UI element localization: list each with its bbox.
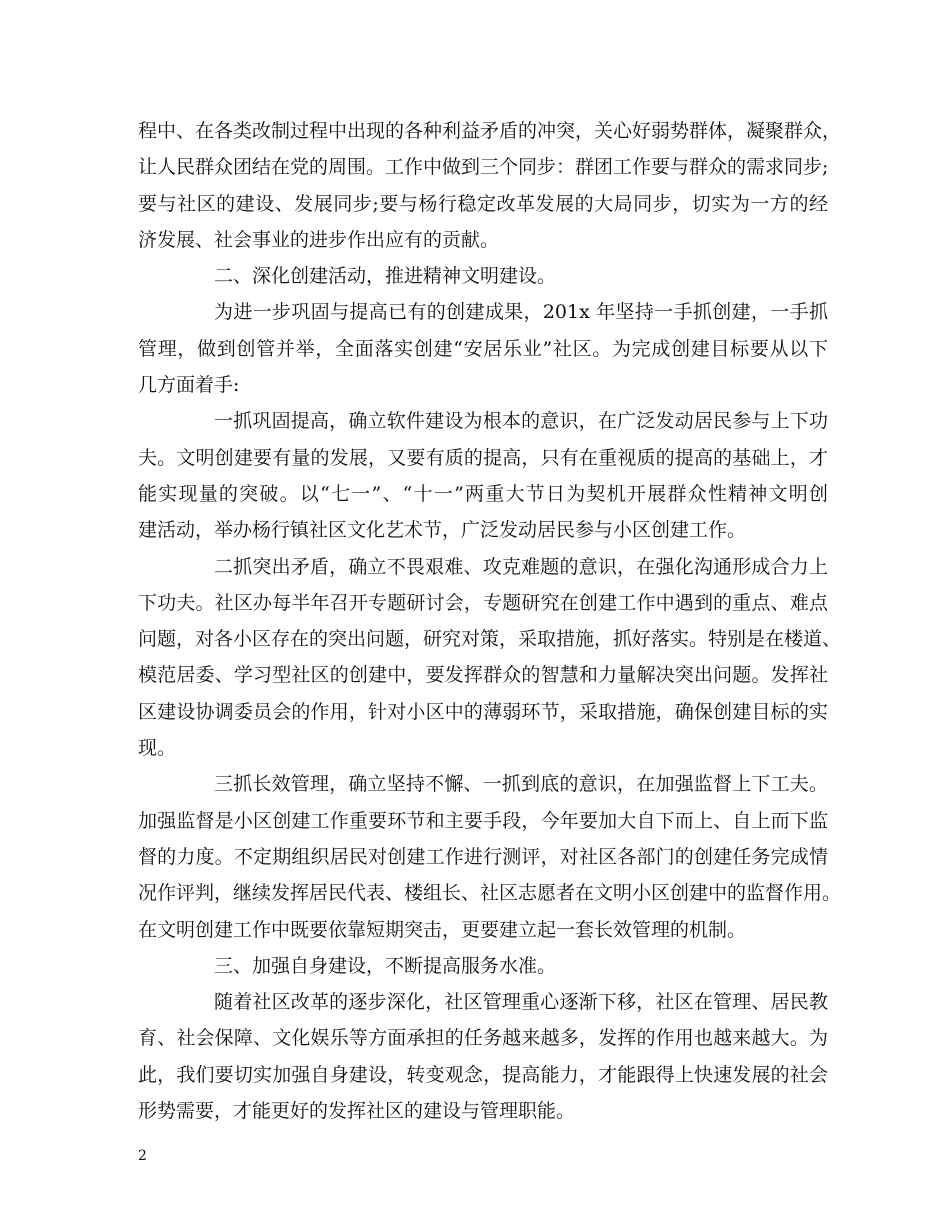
- text-line: 现。: [138, 737, 177, 760]
- text-line: 况作评判，继续发挥居民代表、楼组长、社区志愿者在文明小区创建中的监督作用。: [138, 882, 842, 905]
- text-line: 此，我们要切实加强自身建设，转变观念，提高能力，才能跟得上快速发展的社会: [138, 1063, 828, 1086]
- text-line: 督的力度。不定期组织居民对创建工作进行测评，对社区各部门的创建任务完成情: [138, 845, 828, 868]
- text-line: 为进一步巩固与提高已有的创建成果，201x 年坚持一手抓创建，一手抓: [214, 301, 828, 324]
- text-line: 随着社区改革的逐步深化，社区管理重心逐渐下移，社区在管理、居民教: [214, 991, 828, 1014]
- text-line: 三、加强自身建设，不断提高服务水准。: [214, 954, 557, 977]
- text-line: 加强监督是小区创建工作重要环节和主要手段，今年要加大自下而上、自上而下监: [138, 809, 828, 832]
- text-line: 夫。文明创建要有量的发展，又要有质的提高，只有在重视质的提高的基础上，才: [138, 446, 828, 469]
- page-number: 2: [138, 1148, 147, 1164]
- text-line: 程中、在各类改制过程中出现的各种利益矛盾的冲突，关心好弱势群体，凝聚群众，: [138, 120, 842, 142]
- text-line: 二抓突出矛盾，确立不畏艰难、攻克难题的意识，在强化沟通形成合力上: [214, 555, 828, 578]
- text-line: 一抓巩固提高，确立软件建设为根本的意识，在广泛发动居民参与上下功: [214, 410, 828, 433]
- text-line: 要与社区的建设、发展同步;要与杨行稳定改革发展的大局同步，切实为一方的经: [138, 192, 828, 215]
- text-line: 育、社会保障、文化娱乐等方面承担的任务越来越多，发挥的作用也越来越大。为: [138, 1027, 828, 1050]
- text-line: 三抓长效管理，确立坚持不懈、一抓到底的意识，在加强监督上下工夫。: [214, 773, 828, 796]
- text-line: 二、深化创建活动，推进精神文明建设。: [214, 265, 557, 288]
- text-line: 形势需要，才能更好的发挥社区的建设与管理职能。: [138, 1100, 576, 1123]
- text-line: 问题，对各小区存在的突出问题，研究对策，采取措施，抓好落实。特别是在楼道、: [138, 628, 842, 651]
- text-line: 济发展、社会事业的进步作出应有的贡献。: [138, 228, 500, 251]
- text-line: 管理，做到创管并举，全面落实创建“安居乐业”社区。为完成创建目标要从以下: [138, 337, 828, 360]
- text-line: 建活动，举办杨行镇社区文化艺术节，广泛发动居民参与小区创建工作。: [138, 519, 747, 542]
- text-line: 让人民群众团结在党的周围。工作中做到三个同步：群团工作要与群众的需求同步;: [138, 156, 829, 179]
- text-line: 能实现量的突破。以“七一”、“十一”两重大节日为契机开展群众性精神文明创: [138, 482, 828, 505]
- text-line: 几方面着手:: [138, 374, 240, 397]
- document-body: [138, 113, 842, 1129]
- text-line: 区建设协调委员会的作用，针对小区中的薄弱环节，采取措施，确保创建目标的实: [138, 700, 828, 723]
- text-line: 下功夫。社区办每半年召开专题研讨会，专题研究在创建工作中遇到的重点、难点: [138, 591, 828, 614]
- text-line: 模范居委、学习型社区的创建中，要发挥群众的智慧和力量解决突出问题。发挥社: [138, 664, 828, 687]
- text-line: 在文明创建工作中既要依靠短期突击，更要建立起一套长效管理的机制。: [138, 918, 747, 941]
